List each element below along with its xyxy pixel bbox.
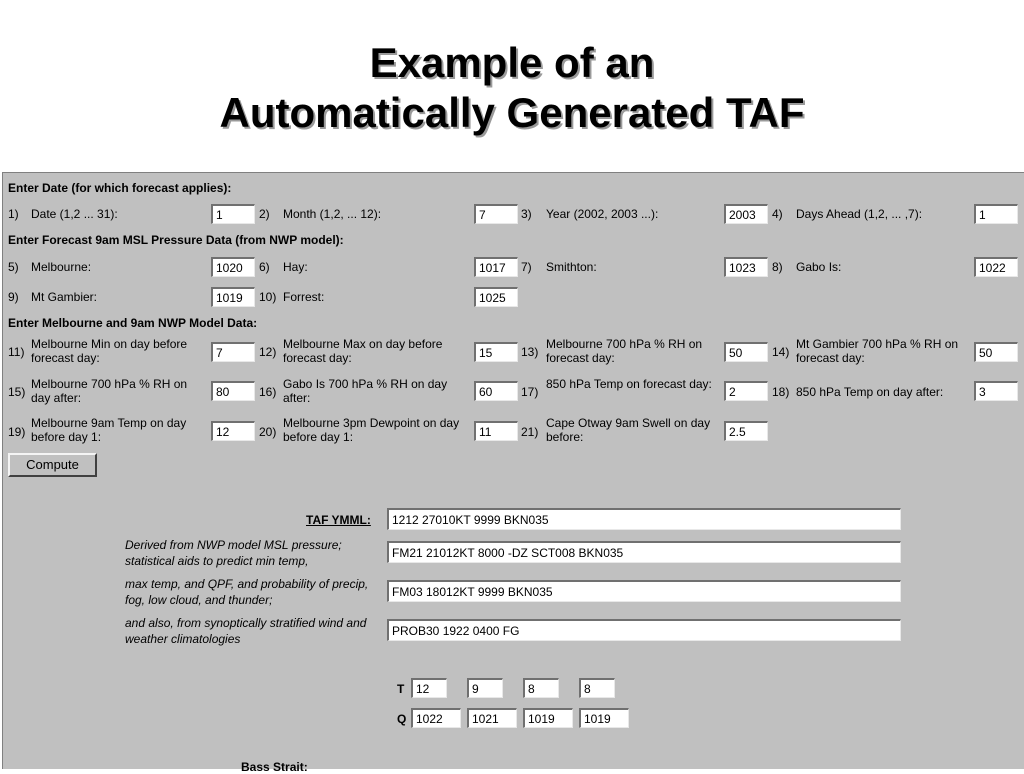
field-12-label: Melbourne Max on day before forecast day:: [283, 337, 443, 365]
850hpa-temp-day-after-input[interactable]: 3: [974, 381, 1018, 401]
field-19-number: 19): [8, 425, 26, 439]
taf-ymml-label: TAF YMML:: [306, 513, 371, 527]
taf-note-3: and also, from synoptically stratified wind and weather climatologies: [125, 616, 367, 646]
field-15-label: Melbourne 700 hPa % RH on day after:: [31, 377, 188, 405]
field-16-number: 16): [259, 385, 277, 399]
melbourne-9am-temp-input[interactable]: 12: [211, 421, 255, 441]
slide-title-line-2: Automatically Generated TAF: [219, 89, 805, 136]
mt-gambier-pressure-input[interactable]: 1019: [211, 287, 255, 307]
gabo-is-700hpa-rh-input[interactable]: 60: [474, 381, 518, 401]
field-9-number: 9): [8, 290, 19, 304]
taf-line-2-field[interactable]: FM21 21012KT 8000 -DZ SCT008 BKN035: [387, 541, 901, 563]
mt-gambier-700hpa-rh-input[interactable]: 50: [974, 342, 1018, 362]
field-3-number: 3): [521, 207, 532, 221]
temperature-value-1[interactable]: 12: [411, 678, 447, 698]
field-11-number: 11): [8, 345, 25, 359]
qnh-row-label: Q: [397, 712, 407, 726]
section-heading-date: Enter Date (for which forecast applies):: [8, 181, 232, 195]
field-10-label: Forrest:: [283, 290, 325, 304]
taf-note-2: max temp, and QPF, and probability of precip, fog, low cloud, and thunder;: [125, 577, 369, 607]
slide-title-line-1: Example of an: [369, 39, 655, 86]
melbourne-700hpa-rh-input[interactable]: 50: [724, 342, 768, 362]
days-ahead-input[interactable]: 1: [974, 204, 1018, 224]
forrest-pressure-input[interactable]: 1025: [474, 287, 518, 307]
qnh-value-2[interactable]: 1021: [467, 708, 517, 728]
field-15-number: 15): [8, 385, 26, 399]
field-6-number: 6): [259, 260, 270, 274]
field-1-number: 1): [8, 207, 19, 221]
temperature-value-2[interactable]: 9: [467, 678, 503, 698]
field-12-number: 12): [259, 345, 277, 359]
section-heading-model: Enter Melbourne and 9am NWP Model Data:: [8, 316, 258, 330]
temperature-value-4[interactable]: 8: [579, 678, 615, 698]
taf-form-panel: [2, 172, 1024, 774]
section-heading-pressure: Enter Forecast 9am MSL Pressure Data (from NWP model):: [8, 233, 344, 247]
qnh-value-1[interactable]: 1022: [411, 708, 461, 728]
field-14-label: Mt Gambier 700 hPa % RH on forecast day:: [796, 337, 959, 365]
field-3-label: Year (2002, 2003 ...):: [546, 207, 659, 221]
field-14-number: 14): [772, 345, 790, 359]
field-4-number: 4): [772, 207, 783, 221]
field-17-number: 17): [521, 385, 539, 399]
melbourne-max-input[interactable]: 15: [474, 342, 518, 362]
taf-line-4-field[interactable]: PROB30 1922 0400 FG: [387, 619, 901, 641]
taf-note-1: Derived from NWP model MSL pressure; statistical aids to predict min temp,: [125, 538, 342, 568]
field-5-number: 5): [8, 260, 19, 274]
taf-line-3-field[interactable]: FM03 18012KT 9999 BKN035: [387, 580, 901, 602]
field-20-label: Melbourne 3pm Dewpoint on day before day 1:: [283, 416, 460, 444]
field-18-number: 18): [772, 385, 790, 399]
field-7-number: 7): [521, 260, 532, 274]
melbourne-min-input[interactable]: 7: [211, 342, 255, 362]
field-2-number: 2): [259, 207, 270, 221]
field-11-label: Melbourne Min on day before forecast day:: [31, 337, 188, 365]
field-17-label: 850 hPa Temp on forecast day:: [546, 377, 712, 391]
bass-strait-heading: Bass Strait:: [241, 760, 308, 774]
hay-pressure-input[interactable]: 1017: [474, 257, 518, 277]
field-4-label: Days Ahead (1,2, ... ,7):: [796, 207, 923, 221]
compute-button[interactable]: Compute: [8, 453, 97, 477]
melbourne-pressure-input[interactable]: 1020: [211, 257, 255, 277]
slide-title: [0, 38, 1024, 138]
field-10-number: 10): [259, 290, 277, 304]
field-5-label: Melbourne:: [31, 260, 92, 274]
field-16-label: Gabo Is 700 hPa % RH on day after:: [283, 377, 448, 405]
field-13-number: 13): [521, 345, 539, 359]
qnh-value-3[interactable]: 1019: [523, 708, 573, 728]
field-19-label: Melbourne 9am Temp on day before day 1:: [31, 416, 187, 444]
melbourne-3pm-dewpoint-input[interactable]: 11: [474, 421, 518, 441]
temperature-value-3[interactable]: 8: [523, 678, 559, 698]
field-21-number: 21): [521, 425, 539, 439]
field-9-label: Mt Gambier:: [31, 290, 98, 304]
temperature-row-label: T: [397, 682, 405, 696]
smithton-pressure-input[interactable]: 1023: [724, 257, 768, 277]
cape-otway-swell-input[interactable]: 2.5: [724, 421, 768, 441]
taf-line-1-field[interactable]: 1212 27010KT 9999 BKN035: [387, 508, 901, 530]
qnh-value-4[interactable]: 1019: [579, 708, 629, 728]
field-8-label: Gabo Is:: [796, 260, 842, 274]
field-8-number: 8): [772, 260, 783, 274]
field-18-label: 850 hPa Temp on day after:: [796, 385, 944, 399]
field-21-label: Cape Otway 9am Swell on day before:: [546, 416, 711, 444]
date-input[interactable]: 1: [211, 204, 255, 224]
melbourne-700hpa-rh-day-after-input[interactable]: 80: [211, 381, 255, 401]
field-13-label: Melbourne 700 hPa % RH on forecast day:: [546, 337, 703, 365]
field-20-number: 20): [259, 425, 277, 439]
gabo-is-pressure-input[interactable]: 1022: [974, 257, 1018, 277]
field-2-label: Month (1,2, ... 12):: [283, 207, 382, 221]
year-input[interactable]: 2003: [724, 204, 768, 224]
850hpa-temp-forecast-day-input[interactable]: 2: [724, 381, 768, 401]
field-1-label: Date (1,2 ... 31):: [31, 207, 118, 221]
month-input[interactable]: 7: [474, 204, 518, 224]
field-6-label: Hay:: [283, 260, 308, 274]
field-7-label: Smithton:: [546, 260, 597, 274]
